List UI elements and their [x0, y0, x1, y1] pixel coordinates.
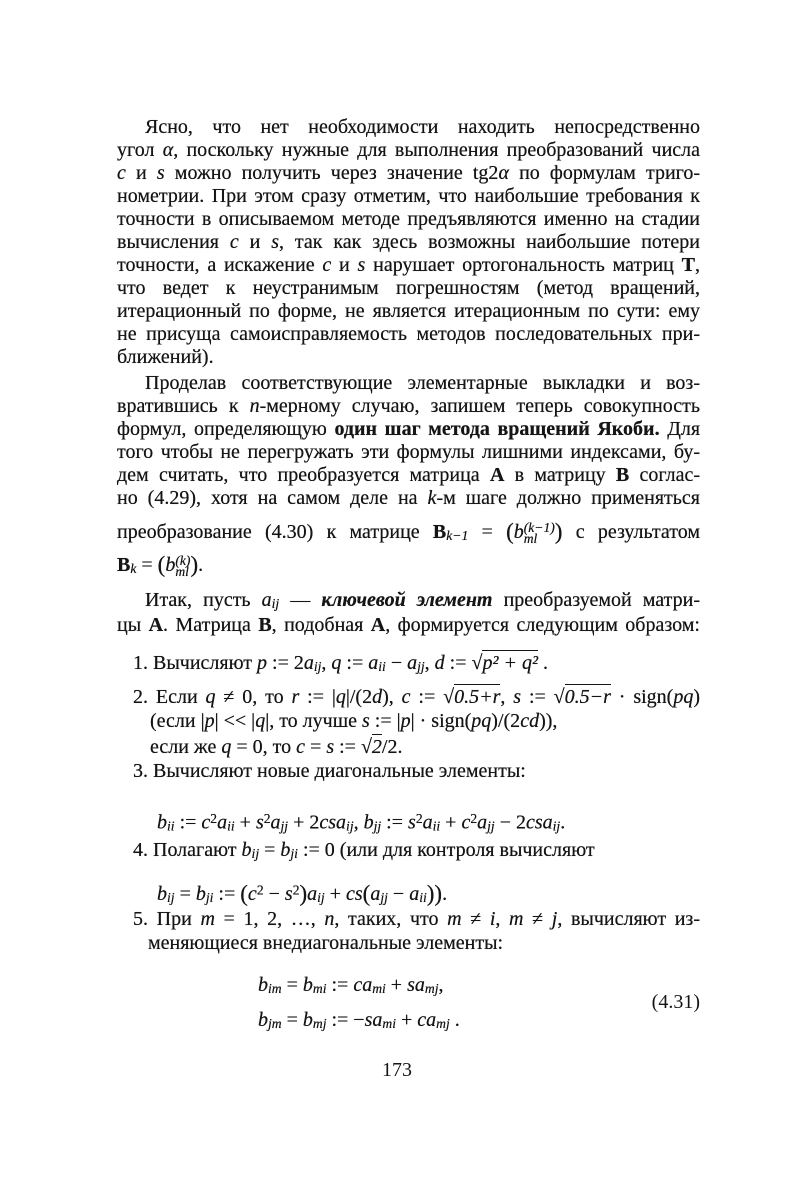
math-symbol: b [157, 811, 167, 834]
math-symbol: ca [353, 974, 373, 996]
text-run: = [174, 882, 196, 905]
text-run: + 2 [288, 811, 320, 834]
text-run: = [259, 839, 281, 861]
math-index-stack [523, 519, 555, 547]
math-symbol: b [157, 882, 167, 905]
math-symbol: q [205, 686, 216, 708]
math-symbol: m [447, 908, 462, 930]
math-symbol: s [513, 686, 522, 708]
math-subscript: k [130, 560, 137, 576]
math-subscript: ij [271, 596, 280, 612]
math-bracket: ) [554, 519, 563, 544]
math-subscript: ii [419, 889, 427, 905]
math-symbol: a [270, 811, 281, 834]
text-run: Итак, пусть [145, 589, 262, 611]
math-subscript: ji [290, 846, 298, 862]
bold-text: B [258, 614, 272, 636]
math-subscript: jj [373, 818, 382, 834]
text-run: , поскольку нужные для выполнения преобразований числа [173, 139, 701, 161]
text-run: , [424, 652, 435, 674]
text-line [117, 163, 700, 183]
text-run: | << | [214, 710, 256, 732]
text-run: = [468, 520, 507, 543]
list-line [258, 975, 558, 995]
math-bracket: ( [157, 552, 166, 577]
text-run: + [385, 974, 408, 996]
text-run: · sign( [610, 686, 674, 708]
math-symbol: b [165, 553, 176, 576]
text-run: -мерному случаю, запишем теперь совокупность [259, 395, 700, 417]
text-run: = [305, 736, 327, 758]
text-line [117, 140, 700, 160]
math-subscript: ii [167, 818, 175, 834]
math-symbol: α [162, 139, 174, 161]
math-symbol: s [255, 811, 264, 834]
text-line [145, 117, 700, 137]
math-subscript: ij [313, 659, 322, 675]
math-superscript: (k−1) [523, 519, 555, 535]
math-symbol: pq [471, 710, 492, 732]
sqrt-radicand: 0.5+r [454, 686, 501, 708]
math-symbol: s [357, 254, 366, 276]
math-symbol: a [303, 652, 314, 674]
math-symbol: c [461, 811, 471, 834]
text-run: можно получить через значение tg2 [164, 162, 499, 184]
text-line [117, 301, 700, 321]
math-subscript: im [268, 981, 282, 997]
text-run: итерационный по форме, не является итерационным по сути: ему [117, 300, 700, 322]
list-line [150, 711, 700, 731]
text-run: , вычисляют из- [557, 908, 700, 930]
text-run: преобразование (4.30) к матрице [117, 520, 433, 543]
math-subscript: ml [523, 531, 538, 547]
text-run: := [381, 811, 409, 834]
math-subscript: ij [346, 818, 354, 834]
text-run: , подобная [271, 614, 371, 636]
text-run: . [198, 553, 204, 576]
text-line [145, 590, 700, 610]
text-line [117, 419, 700, 439]
list-line [133, 909, 700, 929]
text-run: 5. При [133, 908, 201, 930]
text-run: := [174, 811, 202, 834]
text-line [117, 324, 700, 344]
text-run: = [281, 1009, 303, 1031]
math-symbol: j [551, 908, 558, 930]
text-run: := [326, 974, 354, 996]
text-run: 4. Полагают [133, 839, 242, 861]
text-line [117, 465, 700, 485]
bold-text: A [489, 464, 505, 486]
math-symbol: a [368, 652, 379, 674]
text-run: := √ [444, 652, 483, 674]
math-symbol: b [258, 1009, 268, 1031]
text-run: , [438, 974, 444, 996]
math-symbol: c [401, 686, 411, 708]
math-symbol: a [422, 811, 433, 834]
math-symbol: c [201, 811, 211, 834]
list-line [133, 761, 700, 781]
text-run: (если | [150, 710, 205, 732]
math-bracket: )) [426, 881, 443, 906]
text-run: | · sign( [410, 710, 472, 732]
text-line [117, 347, 700, 367]
math-symbol: c [322, 254, 332, 276]
text-run: Для [659, 418, 701, 440]
text-line [117, 552, 700, 580]
text-run: в матрицу [504, 464, 616, 486]
text-run: цы [117, 614, 149, 636]
text-run: формул, определяющую [117, 418, 335, 440]
text-run: := [341, 652, 369, 674]
text-run: , [500, 686, 514, 708]
text-run: = 0, то [231, 736, 297, 758]
math-subscript: jj [487, 818, 495, 834]
math-symbol: c [296, 736, 306, 758]
math-subscript: ii [378, 659, 386, 675]
text-run: нометрии. При этом сразу отметим, что наибольшие требования к [117, 185, 700, 207]
text-run: дем считать, что преобразуется матрица [117, 464, 490, 486]
text-run: := 2 [267, 652, 304, 674]
text-run: — [279, 589, 322, 611]
math-subscript: ml [175, 564, 189, 580]
math-symbol: d [434, 652, 445, 674]
text-run: )), [539, 710, 558, 732]
text-run: , таких, что [334, 908, 448, 930]
page-number: 173 [382, 1059, 412, 1081]
math-subscript: ij [167, 889, 175, 905]
math-subscript: mi [312, 981, 327, 997]
math-symbol: m [509, 908, 524, 930]
text-run: того чтобы не перегружать эти формулы лишними индексами, бу- [117, 441, 700, 463]
text-run: |, то лучше [265, 710, 362, 732]
text-run: , [353, 811, 364, 834]
text-run: и [125, 162, 157, 184]
text-line [145, 373, 700, 393]
math-subscript: mj [312, 1016, 327, 1032]
text-run: . Матрица [163, 614, 259, 636]
math-subscript: jm [268, 1016, 282, 1032]
bold-text: A [148, 614, 164, 636]
text-run: ближений). [117, 346, 214, 368]
text-run: нарушает ортогональность матриц [365, 254, 682, 276]
math-symbol: a [217, 811, 228, 834]
text-run: := 0 (или для контроля вычисляют [297, 839, 595, 861]
text-run: := | [299, 686, 336, 708]
sqrt-radicand: 2 [371, 736, 382, 758]
math-symbol: n [249, 395, 260, 417]
math-symbol: n [324, 908, 335, 930]
bold-text: B [117, 553, 131, 576]
math-symbol: b [241, 839, 252, 861]
text-run: , так как здесь возможны наибольшие потери [279, 231, 700, 253]
text-run: = 1, 2, …, [214, 908, 325, 930]
math-symbol: b [280, 839, 291, 861]
bold-text: B [432, 520, 447, 543]
math-symbol: d [372, 686, 383, 708]
list-line [133, 687, 700, 707]
text-run: − [385, 652, 408, 674]
math-symbol: p [400, 710, 411, 732]
math-symbol: b [302, 974, 313, 996]
text-line [117, 209, 700, 229]
text-run: ≠ 0, то [215, 686, 292, 708]
math-subscript: ii [432, 818, 441, 834]
text-run: |/(2 [345, 686, 373, 708]
text-run: := √ [521, 686, 565, 708]
text-run: Ясно, что нет необходимости находить непосредственно [145, 116, 700, 138]
math-symbol: s [361, 710, 370, 732]
text-run: 2. Если [133, 686, 206, 708]
math-subscript: mj [436, 1016, 450, 1032]
math-symbol: α [498, 162, 509, 184]
text-run: с результатом [562, 520, 700, 543]
math-symbol: s [284, 882, 293, 905]
text-run: ), [382, 686, 402, 708]
emphasis-term: ключевой элемент [321, 589, 493, 611]
math-subscript: mi [372, 981, 386, 997]
math-symbol: csa [319, 811, 347, 834]
text-run: = [281, 974, 303, 996]
math-symbol: m [200, 908, 215, 930]
math-superscript: 2 [210, 811, 218, 826]
math-symbol: a [261, 589, 272, 611]
text-run: меняющиеся внедиагональные элементы: [148, 932, 504, 954]
text-line [117, 519, 700, 547]
math-symbol: b [302, 1009, 313, 1031]
text-run: и [238, 231, 272, 253]
math-symbol: csa [525, 811, 553, 834]
math-symbol: c [229, 231, 239, 253]
math-symbol: q [221, 736, 232, 758]
text-run: 3. Вычисляют новые диагональные элементы: [133, 760, 526, 782]
math-symbol: cd [520, 710, 540, 732]
text-run: преобразуемой матри- [492, 589, 700, 611]
math-bracket: ) [190, 552, 199, 577]
math-subscript: ij [251, 846, 260, 862]
math-symbol: i [489, 908, 496, 930]
text-line [117, 396, 700, 416]
math-symbol: b [513, 520, 524, 543]
text-run: − [387, 882, 410, 905]
text-run: Проделав соответствующие элементарные выкладки и воз- [145, 372, 700, 394]
math-symbol: c [247, 882, 257, 905]
text-run: = [136, 553, 158, 576]
math-symbol: c [117, 162, 126, 184]
text-run: , формируется следующим образом: [385, 614, 700, 636]
text-run: вратившись к [117, 395, 250, 417]
math-symbol: q [335, 686, 346, 708]
math-symbol: p [257, 652, 268, 674]
math-subscript: jj [417, 659, 425, 675]
text-run: )/(2 [491, 710, 521, 732]
math-symbol: ca [417, 1009, 437, 1031]
text-run: + [395, 1009, 418, 1031]
bold-text: один шаг метода вращений Якоби. [334, 418, 660, 440]
text-run: что ведет к неустранимым погрешностям (метод вращений, [117, 277, 700, 299]
math-symbol: b [363, 811, 374, 834]
text-run: 1. Вычисляют [133, 652, 258, 674]
math-symbol: s [271, 231, 279, 253]
text-run: по формулам триго- [508, 162, 701, 184]
list-line [258, 1010, 558, 1030]
math-subscript: jj [380, 889, 388, 905]
text-line [117, 488, 700, 508]
math-symbol: q [331, 652, 342, 674]
math-symbol: a [370, 882, 381, 905]
math-symbol: cs [346, 882, 363, 905]
math-symbol: b [258, 974, 268, 996]
math-symbol: s [408, 811, 416, 834]
list-line [150, 737, 700, 757]
math-subscript: ij [317, 889, 325, 905]
math-subscript: jj [280, 818, 289, 834]
text-run: + [234, 811, 256, 834]
bold-text: A [370, 614, 386, 636]
bold-text: B [615, 464, 630, 486]
bold-text: T [681, 254, 695, 276]
math-superscript: 2 [470, 811, 478, 826]
math-symbol: b [195, 882, 206, 905]
list-line [133, 653, 700, 673]
text-run: . [442, 882, 448, 905]
text-line [117, 186, 700, 206]
text-run: соглас- [629, 464, 700, 486]
math-symbol: s [326, 736, 335, 758]
text-run: но (4.29), хотя на самом деле на [117, 487, 428, 509]
math-superscript: 2 [256, 882, 264, 898]
sqrt-radicand: p² + q² [482, 652, 538, 674]
math-superscript: 2 [415, 811, 423, 826]
math-bracket: ( [506, 519, 514, 544]
list-line [157, 881, 700, 906]
math-symbol: a [477, 811, 488, 834]
text-run: := | [369, 710, 401, 732]
math-symbol: sa [364, 1009, 383, 1031]
text-run: := [213, 882, 241, 905]
text-run: если же [150, 736, 222, 758]
math-bracket: ) [299, 881, 308, 906]
text-run: ≠ [523, 908, 552, 930]
text-run: . [560, 811, 566, 834]
text-line [117, 278, 700, 298]
math-superscript: (k) [175, 552, 191, 568]
text-run: , [695, 254, 700, 276]
text-run: не присуща самоисправляемость методов последовательных при- [117, 323, 700, 345]
list-line [133, 840, 700, 860]
text-run: -м шаге должно применяться [436, 487, 700, 509]
math-bracket: ( [362, 881, 371, 906]
math-symbol: sa [407, 974, 425, 996]
math-subscript: k−1 [446, 527, 469, 543]
equation-number: (4.31) [651, 991, 700, 1013]
text-run: + [324, 882, 346, 905]
text-run: := √ [334, 736, 372, 758]
text-line [117, 232, 700, 252]
math-subscript: mj [424, 981, 439, 997]
math-superscript: 2 [292, 882, 300, 898]
math-subscript: ji [205, 889, 214, 905]
math-subscript: mi [382, 1016, 396, 1032]
math-bracket: ( [240, 881, 248, 906]
text-run: /2. [381, 736, 403, 758]
math-symbol: s [156, 162, 165, 184]
math-symbol: a [407, 652, 418, 674]
math-symbol: q [255, 710, 266, 732]
text-run: точности, а искажение [117, 254, 323, 276]
math-symbol: k [427, 487, 437, 509]
text-run: := − [326, 1009, 365, 1031]
text-run: , [495, 908, 510, 930]
text-run: − [263, 882, 285, 905]
text-run: точности в описываемом методе предъявляются именно на стадии [117, 208, 700, 230]
text-run: , [321, 652, 332, 674]
math-symbol: pq [673, 686, 694, 708]
math-subscript: ij [552, 818, 561, 834]
text-run: угол [117, 139, 163, 161]
list-line [157, 812, 700, 832]
text-run: − 2 [494, 811, 526, 834]
text-run: ) [693, 686, 700, 708]
text-run: . [449, 1009, 460, 1031]
math-symbol: a [409, 882, 420, 905]
math-symbol: r [291, 686, 300, 708]
text-line [117, 255, 700, 275]
text-run: вычисления [117, 231, 230, 253]
math-index-stack [175, 552, 191, 580]
text-run: := √ [410, 686, 455, 708]
text-run: + [440, 811, 462, 834]
text-run: и [331, 254, 358, 276]
list-line [148, 933, 700, 953]
text-line [117, 442, 700, 462]
sqrt-radicand: 0.5−r [564, 686, 611, 708]
math-subscript: ii [227, 818, 235, 834]
math-superscript: 2 [263, 811, 271, 826]
math-symbol: a [307, 882, 318, 905]
text-run: ≠ [461, 908, 490, 930]
math-symbol: p [204, 710, 215, 732]
text-run: . [537, 652, 548, 674]
text-line [117, 615, 700, 635]
